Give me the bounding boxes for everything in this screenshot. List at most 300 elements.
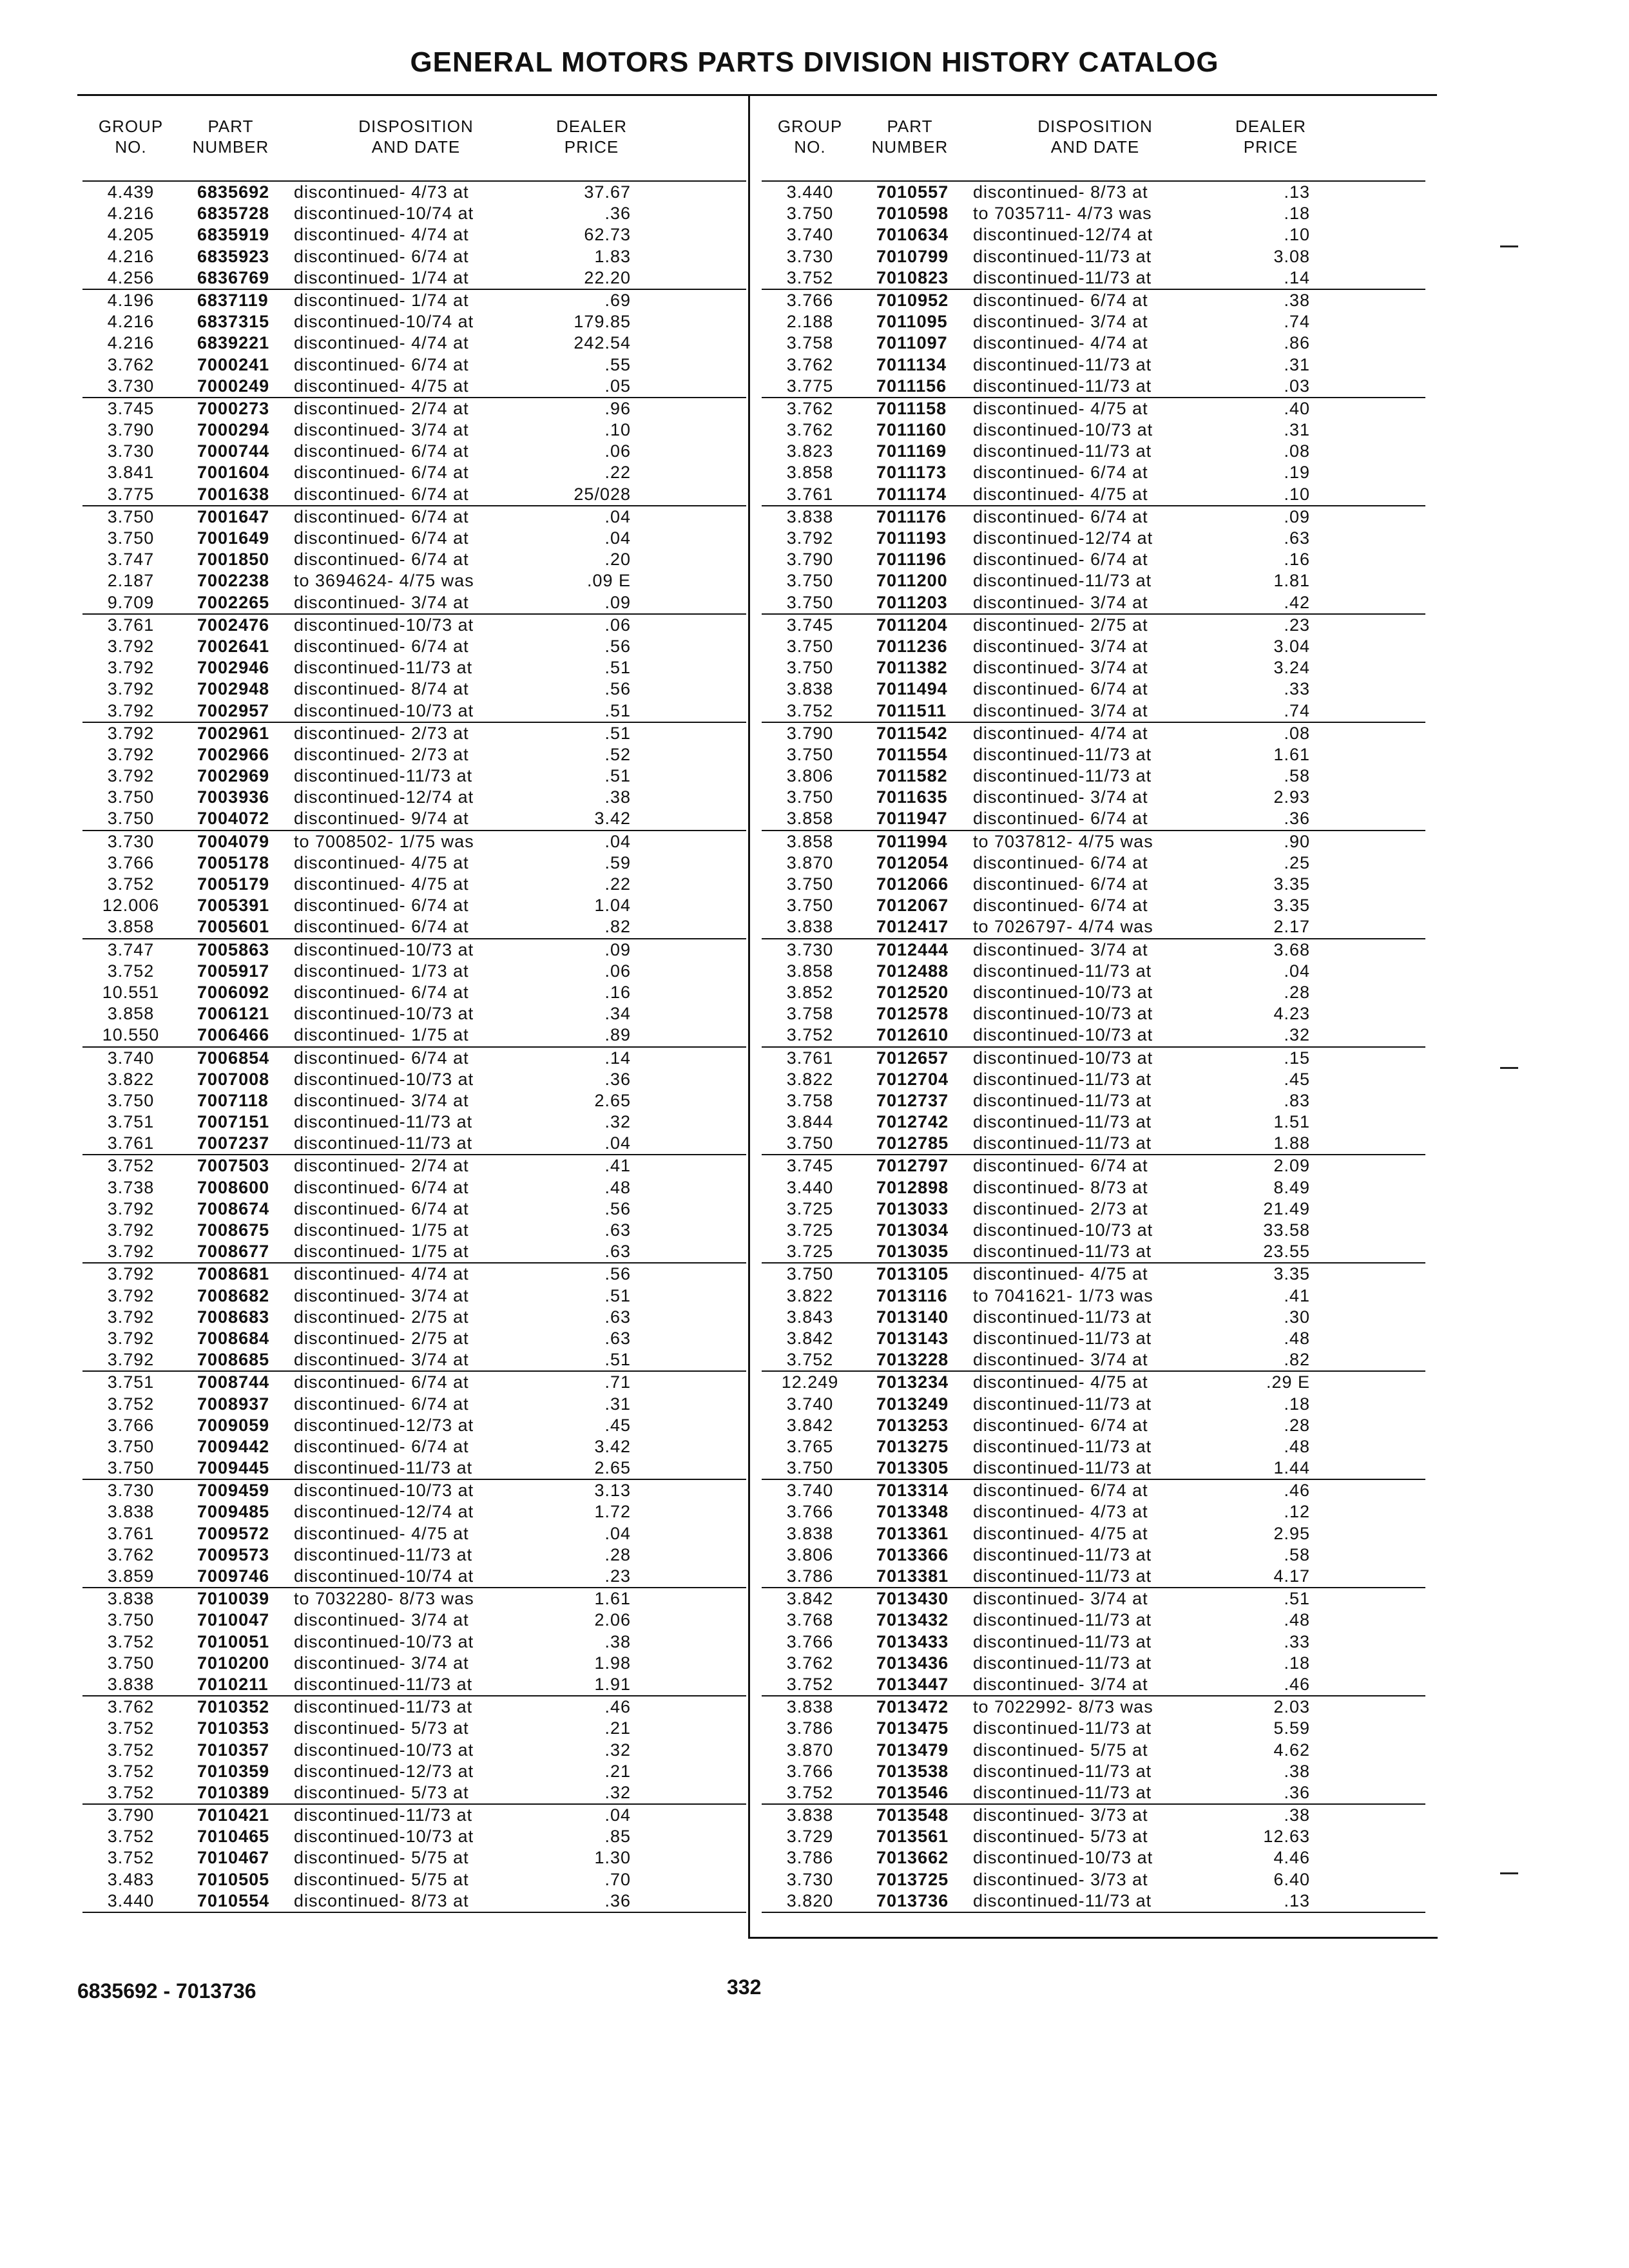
- part-header: PART NUMBER: [871, 117, 949, 157]
- disposition: discontinued- 6/74 at: [294, 1198, 469, 1218]
- part-number: 7011160: [876, 420, 947, 440]
- dealer-price: 1.51: [1273, 1112, 1310, 1132]
- disposition: discontinued- 6/74 at: [973, 550, 1148, 570]
- part-number: 7011947: [876, 809, 948, 829]
- group-no: 4.205: [107, 225, 155, 245]
- part-number: 7002265: [197, 592, 270, 612]
- group-no: 3.786: [786, 1566, 834, 1586]
- group-no: 3.745: [107, 398, 155, 418]
- disposition: discontinued-11/73 at: [973, 267, 1152, 287]
- disposition-header: DISPOSITION AND DATE: [1037, 117, 1153, 157]
- group-no: 3.838: [107, 1502, 155, 1522]
- table-row: [762, 1264, 1425, 1285]
- dealer-price: 2.17: [1273, 917, 1310, 937]
- dealer-price: .33: [1284, 1631, 1310, 1651]
- disposition: discontinued-12/74 at: [973, 225, 1153, 245]
- table-row: [82, 376, 746, 397]
- table-row: [762, 1436, 1425, 1457]
- disposition: discontinued- 3/74 at: [973, 312, 1148, 332]
- disposition: discontinued- 4/75 at: [294, 376, 469, 396]
- table-row: [762, 354, 1425, 376]
- disposition: discontinued-10/73 at: [294, 1481, 474, 1501]
- group-no: 3.752: [786, 267, 834, 287]
- dealer-price: .14: [604, 1048, 631, 1068]
- part-number: 7013105: [876, 1264, 949, 1284]
- table-row: [762, 203, 1425, 224]
- part-number: 7001649: [197, 528, 270, 548]
- group-no: 3.766: [786, 1502, 834, 1522]
- disposition: discontinued- 3/74 at: [973, 1589, 1148, 1609]
- dealer-price: .51: [1284, 1589, 1310, 1609]
- disposition: discontinued- 6/74 at: [973, 1415, 1148, 1435]
- dealer-price: .38: [604, 787, 631, 807]
- disposition: discontinued-11/73 at: [973, 1566, 1152, 1586]
- part-number: 7012785: [876, 1133, 949, 1153]
- part-number: 7009059: [197, 1415, 270, 1435]
- table-row: [762, 1805, 1425, 1826]
- dealer-price: .04: [604, 1805, 631, 1825]
- disposition: discontinued- 6/74 at: [294, 484, 469, 504]
- part-number: 7010465: [197, 1827, 270, 1847]
- group-no: 12.249: [781, 1372, 839, 1392]
- part-number: 6835919: [197, 225, 270, 245]
- dealer-price: .28: [1284, 1415, 1310, 1435]
- page-number: 332: [727, 1975, 762, 1999]
- dealer-price: .55: [604, 354, 631, 374]
- part-number: 7013432: [876, 1610, 949, 1630]
- table-row: [762, 874, 1425, 895]
- table-row: [762, 1457, 1425, 1479]
- table-row: [82, 1869, 746, 1890]
- part-number: 7013033: [876, 1198, 949, 1218]
- table-row: [82, 1653, 746, 1674]
- group-no: 9.709: [107, 592, 155, 612]
- dealer-price: .10: [1284, 225, 1310, 245]
- group-no: 3.745: [786, 615, 834, 635]
- group-no: 4.216: [107, 312, 155, 332]
- group-no: 3.750: [107, 506, 155, 526]
- disposition: discontinued-10/73 at: [294, 1827, 474, 1847]
- disposition: discontinued- 4/75 at: [294, 852, 469, 872]
- disposition: discontinued- 3/74 at: [973, 592, 1148, 612]
- part-number: 7008675: [197, 1220, 270, 1240]
- part-number: 7011542: [876, 723, 948, 743]
- disposition: discontinued- 6/74 at: [294, 917, 469, 937]
- table-row: [82, 182, 746, 203]
- group-no: 3.725: [786, 1220, 834, 1240]
- table-row: [82, 657, 746, 678]
- dealer-price: 2.06: [594, 1610, 631, 1630]
- part-number: 7011196: [876, 550, 947, 570]
- dealer-price: .10: [1284, 484, 1310, 504]
- dealer-price: .56: [604, 636, 631, 656]
- dealer-price: 2.93: [1273, 787, 1310, 807]
- row-group: [762, 290, 1425, 398]
- group-no: 3.752: [786, 700, 834, 720]
- disposition: discontinued- 4/75 at: [973, 1264, 1148, 1284]
- part-number: 7013538: [876, 1761, 949, 1781]
- group-no: 3.752: [107, 1718, 155, 1738]
- part-number: 7008674: [197, 1198, 270, 1218]
- dealer-price: .63: [604, 1328, 631, 1348]
- table-row: [82, 1718, 746, 1739]
- disposition: discontinued- 6/74 at: [973, 852, 1148, 872]
- dealer-price: .23: [1284, 615, 1310, 635]
- part-number: 6835728: [197, 204, 270, 224]
- dealer-price: .32: [604, 1740, 631, 1760]
- row-group: [762, 1480, 1425, 1588]
- disposition: discontinued- 3/74 at: [973, 1674, 1148, 1694]
- table-row: [82, 267, 746, 289]
- group-no: 3.761: [786, 484, 834, 504]
- part-number: 7005178: [197, 852, 270, 872]
- row-group: [762, 506, 1425, 615]
- group-no: 2.187: [107, 571, 155, 591]
- group-no: 3.750: [786, 636, 834, 656]
- disposition: discontinued-11/73 at: [973, 1610, 1152, 1630]
- dealer-price: 1.98: [594, 1653, 631, 1673]
- table-row: [82, 1588, 746, 1610]
- table-row: [82, 895, 746, 916]
- table-row: [82, 1155, 746, 1177]
- part-number: 7013736: [876, 1890, 949, 1910]
- dealer-price: 1.04: [594, 896, 631, 916]
- dealer-price: .63: [604, 1307, 631, 1327]
- row-group: [762, 1372, 1425, 1480]
- part-number: 7007151: [197, 1112, 270, 1132]
- dealer-price: 33.58: [1263, 1220, 1310, 1240]
- disposition: discontinued- 6/74 at: [294, 441, 469, 461]
- dealer-price: .25: [1284, 852, 1310, 872]
- group-no: 3.870: [786, 852, 834, 872]
- dealer-price: .56: [604, 679, 631, 699]
- disposition: discontinued- 3/74 at: [294, 1350, 469, 1370]
- dealer-price: .06: [604, 441, 631, 461]
- part-number: 7011236: [876, 636, 948, 656]
- table-row: [82, 1457, 746, 1479]
- table-row: [762, 895, 1425, 916]
- group-no: 3.792: [107, 1198, 155, 1218]
- part-number: 7013305: [876, 1458, 949, 1478]
- table-row: [82, 1782, 746, 1803]
- part-number: 7013140: [876, 1307, 949, 1327]
- dealer-price: .21: [604, 1761, 631, 1781]
- disposition: discontinued- 4/75 at: [973, 484, 1148, 504]
- dealer-price: 2.03: [1273, 1697, 1310, 1717]
- disposition: discontinued-11/73 at: [973, 441, 1152, 461]
- part-number: 7010389: [197, 1782, 270, 1802]
- table-row: [82, 916, 746, 937]
- disposition: discontinued- 2/75 at: [294, 1328, 469, 1348]
- group-no: 3.858: [786, 961, 834, 981]
- table-row: [762, 570, 1425, 591]
- group-no: 3.740: [786, 225, 834, 245]
- part-number: 7006092: [197, 982, 270, 1002]
- disposition: discontinued- 3/74 at: [294, 1090, 469, 1110]
- group-no: 3.792: [107, 1350, 155, 1370]
- group-no: 3.792: [107, 700, 155, 720]
- dealer-price: 1.88: [1273, 1133, 1310, 1153]
- row-group: [762, 1155, 1425, 1264]
- table-row: [82, 1610, 746, 1631]
- part-number: 7012578: [876, 1004, 949, 1024]
- dealer-price: .51: [604, 658, 631, 678]
- table-row: [762, 1544, 1425, 1566]
- table-row: [82, 1264, 746, 1285]
- dealer-price: .13: [1284, 1890, 1310, 1910]
- group-no: 3.440: [786, 182, 834, 202]
- table-row: [762, 1826, 1425, 1847]
- group-no: 3.792: [107, 723, 155, 743]
- group-no: 3.752: [786, 1350, 834, 1370]
- part-number: 7009573: [197, 1544, 270, 1564]
- table-row: [82, 484, 746, 505]
- table-row: [762, 1307, 1425, 1328]
- disposition: discontinued-11/73 at: [973, 1890, 1152, 1910]
- disposition: discontinued- 6/74 at: [973, 874, 1148, 894]
- group-no: 3.792: [107, 744, 155, 764]
- part-number: 7005601: [197, 917, 270, 937]
- table-row: [82, 462, 746, 483]
- dealer-price: .85: [604, 1827, 631, 1847]
- group-no: 3.838: [786, 1805, 834, 1825]
- dealer-price: .05: [604, 376, 631, 396]
- table-row: [762, 1090, 1425, 1111]
- group-no: 3.750: [786, 1133, 834, 1153]
- disposition: discontinued- 5/75 at: [294, 1869, 469, 1889]
- group-no: 3.761: [107, 1133, 155, 1153]
- group-no: 3.792: [107, 1220, 155, 1240]
- part-number: 7007503: [197, 1156, 270, 1176]
- table-row: [762, 311, 1425, 332]
- margin-mark: [1500, 1067, 1518, 1069]
- part-range: 6835692 - 7013736: [77, 1979, 256, 2003]
- part-number: 7013725: [876, 1869, 949, 1889]
- part-number: 7008681: [197, 1264, 270, 1284]
- group-no: 3.766: [786, 1631, 834, 1651]
- disposition: discontinued- 5/75 at: [973, 1740, 1148, 1760]
- group-no: 3.747: [107, 550, 155, 570]
- disposition: to 7041621- 1/73 was: [973, 1285, 1153, 1305]
- part-number: 7010357: [197, 1740, 270, 1760]
- disposition: discontinued- 6/74 at: [973, 679, 1148, 699]
- dealer-price: .03: [1284, 376, 1310, 396]
- row-group: [762, 1805, 1425, 1913]
- table-row: [762, 224, 1425, 245]
- table-row: [82, 398, 746, 419]
- table-row: [82, 570, 746, 591]
- group-no: 3.766: [786, 290, 834, 310]
- part-number: 7001638: [197, 484, 270, 504]
- part-number: 7002948: [197, 679, 270, 699]
- disposition: discontinued-10/73 at: [973, 1048, 1153, 1068]
- part-number: 7013561: [876, 1827, 949, 1847]
- disposition: discontinued-11/73 at: [973, 1653, 1152, 1673]
- group-no: 3.790: [786, 723, 834, 743]
- part-number: 7013314: [876, 1481, 949, 1501]
- dealer-price: .63: [1284, 528, 1310, 548]
- dealer-price: .31: [1284, 354, 1310, 374]
- disposition: discontinued- 2/74 at: [294, 398, 469, 418]
- dealer-price: .89: [604, 1025, 631, 1045]
- table-row: [762, 1674, 1425, 1695]
- part-number: 6837119: [197, 290, 269, 310]
- part-number: 7011994: [876, 831, 948, 851]
- group-no: 3.820: [786, 1890, 834, 1910]
- disposition: discontinued-11/73 at: [973, 1090, 1152, 1110]
- part-number: 7010353: [197, 1718, 270, 1738]
- group-no: 3.758: [786, 333, 834, 353]
- dealer-price: .51: [604, 1350, 631, 1370]
- part-number: 7002957: [197, 700, 270, 720]
- group-no: 3.792: [107, 1307, 155, 1327]
- dealer-price: 5.59: [1273, 1718, 1310, 1738]
- row-group: [762, 182, 1425, 290]
- part-number: 7006466: [197, 1025, 270, 1045]
- part-number: 7011494: [876, 679, 948, 699]
- part-number: 7002641: [197, 636, 270, 656]
- disposition: discontinued-11/73 at: [973, 1761, 1152, 1781]
- table-row: [82, 1349, 746, 1370]
- table-row: [82, 1111, 746, 1133]
- group-no: 3.762: [786, 354, 834, 374]
- disposition: to 7032280- 8/73 was: [294, 1589, 474, 1609]
- group-no: 3.750: [786, 204, 834, 224]
- table-row: [82, 1090, 746, 1111]
- disposition: discontinued- 6/74 at: [294, 982, 469, 1002]
- part-number: 7011511: [876, 700, 947, 720]
- table-row: [82, 1826, 746, 1847]
- disposition: discontinued- 2/75 at: [294, 1307, 469, 1327]
- disposition: discontinued-10/73 at: [294, 615, 474, 635]
- disposition: discontinued- 4/74 at: [973, 723, 1148, 743]
- part-number: 7011174: [876, 484, 947, 504]
- part-number: 7011173: [876, 463, 947, 483]
- row-group: [82, 1805, 746, 1913]
- table-row: [762, 831, 1425, 852]
- group-no: 3.768: [786, 1610, 834, 1630]
- dealer-price: .19: [1284, 463, 1310, 483]
- group-no: 3.750: [107, 787, 155, 807]
- dealer-price: 23.55: [1263, 1242, 1310, 1262]
- table-row: [82, 1241, 746, 1262]
- group-no: 3.762: [786, 398, 834, 418]
- dealer-price: 2.09: [1273, 1156, 1310, 1176]
- part-number: 7012444: [876, 939, 949, 959]
- table-row: [82, 311, 746, 332]
- table-row: [762, 700, 1425, 722]
- left-table-body: [82, 182, 746, 1913]
- part-number: 7002238: [197, 571, 270, 591]
- table-row: [82, 1890, 746, 1912]
- table-row: [82, 1544, 746, 1566]
- group-no: 3.838: [107, 1674, 155, 1694]
- table-row: [82, 1847, 746, 1869]
- table-row: [762, 982, 1425, 1003]
- column-divider: [748, 95, 750, 1938]
- dealer-price: 1.72: [594, 1502, 631, 1522]
- disposition: discontinued- 4/75 at: [294, 1523, 469, 1543]
- table-row: [762, 528, 1425, 549]
- table-row: [82, 615, 746, 636]
- disposition: discontinued- 3/73 at: [973, 1805, 1148, 1825]
- disposition: discontinued- 3/74 at: [973, 1350, 1148, 1370]
- part-number: 7008683: [197, 1307, 270, 1327]
- part-number: 7012066: [876, 874, 949, 894]
- table-row: [82, 1805, 746, 1826]
- disposition: discontinued-11/73 at: [973, 354, 1152, 374]
- part-number: 7013366: [876, 1544, 949, 1564]
- disposition: discontinued- 6/74 at: [973, 290, 1148, 310]
- part-number: 7013447: [876, 1674, 949, 1694]
- dealer-price: 1.81: [1273, 571, 1310, 591]
- table-row: [82, 1761, 746, 1782]
- dealer-price: .36: [604, 1890, 631, 1910]
- dealer-price: 3.42: [594, 809, 631, 829]
- part-number: 7010952: [876, 290, 949, 310]
- part-number: 7010200: [197, 1653, 270, 1673]
- disposition: discontinued- 3/74 at: [973, 700, 1148, 720]
- part-number: 7004079: [197, 831, 270, 851]
- disposition: discontinued-10/73 at: [973, 1848, 1153, 1868]
- group-no: 3.823: [786, 441, 834, 461]
- part-number: 7010051: [197, 1631, 270, 1651]
- part-number: 7010799: [876, 246, 949, 266]
- dealer-price: .74: [1284, 700, 1310, 720]
- margin-mark: [1500, 245, 1518, 247]
- disposition: discontinued- 8/73 at: [973, 182, 1148, 202]
- dealer-price: .13: [1284, 182, 1310, 202]
- group-no: 3.838: [786, 1523, 834, 1543]
- disposition: discontinued- 4/74 at: [294, 225, 469, 245]
- margin-mark: [1500, 1872, 1518, 1874]
- part-number: 7006854: [197, 1048, 270, 1068]
- part-number: 7011134: [876, 354, 947, 374]
- group-no: 3.750: [107, 1653, 155, 1673]
- part-number: 7013234: [876, 1372, 949, 1392]
- dealer-price: 2.65: [594, 1458, 631, 1478]
- group-no: 3.762: [107, 1697, 155, 1717]
- table-row: [82, 852, 746, 874]
- disposition: discontinued- 3/74 at: [973, 658, 1148, 678]
- disposition: discontinued-12/74 at: [294, 787, 474, 807]
- column-header: [82, 97, 746, 182]
- group-no: 3.730: [786, 246, 834, 266]
- disposition: discontinued- 6/74 at: [973, 1481, 1148, 1501]
- group-no: 3.752: [107, 1156, 155, 1176]
- group-no: 3.750: [107, 1610, 155, 1630]
- disposition: discontinued- 3/73 at: [973, 1869, 1148, 1889]
- disposition: discontinued-10/73 at: [973, 1220, 1153, 1240]
- group-no: 3.725: [786, 1198, 834, 1218]
- table-row: [762, 1480, 1425, 1501]
- dealer-price: .46: [604, 1697, 631, 1717]
- dealer-price: .30: [1284, 1307, 1310, 1327]
- disposition: discontinued-11/73 at: [973, 1631, 1152, 1651]
- disposition: discontinued- 6/74 at: [294, 1436, 469, 1456]
- dealer-price: .21: [604, 1718, 631, 1738]
- disposition: discontinued- 1/75 at: [294, 1220, 469, 1240]
- group-no: 3.750: [107, 1436, 155, 1456]
- disposition: discontinued- 3/74 at: [294, 1610, 469, 1630]
- dealer-price: .82: [604, 917, 631, 937]
- part-number: 7013034: [876, 1220, 949, 1240]
- dealer-price: .45: [1284, 1069, 1310, 1089]
- dealer-price: .40: [1284, 398, 1310, 418]
- part-number: 7012742: [876, 1112, 949, 1132]
- group-no: 3.750: [786, 787, 834, 807]
- part-number: 7013475: [876, 1718, 949, 1738]
